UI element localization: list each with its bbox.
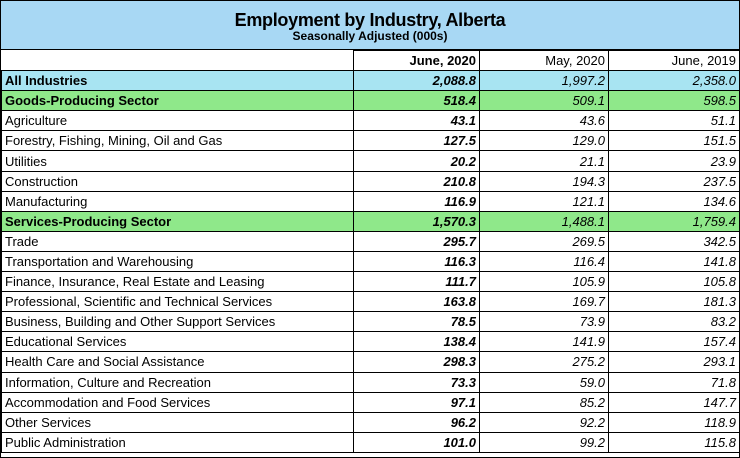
row-label: Trade: [2, 231, 354, 251]
table-row: [2, 91, 740, 111]
cell-june-2019: 147.7: [609, 392, 740, 412]
cell-june-2019: 105.8: [609, 272, 740, 292]
cell-may-2020: 99.2: [480, 432, 609, 452]
table-row: [2, 332, 740, 352]
column-header-may-2020: May, 2020: [480, 51, 609, 71]
cell-june-2020: 138.4: [354, 332, 480, 352]
row-label: Construction: [2, 171, 354, 191]
table-row: [2, 211, 740, 231]
cell-june-2020: 73.3: [354, 372, 480, 392]
page-subtitle: Seasonally Adjusted (000s): [292, 29, 448, 43]
cell-may-2020: 1,488.1: [480, 211, 609, 231]
table-row: [2, 392, 740, 412]
table-row: [2, 71, 740, 91]
row-label: All Industries: [2, 71, 354, 91]
cell-june-2019: 23.9: [609, 151, 740, 171]
cell-june-2020: 116.3: [354, 251, 480, 271]
row-label: Utilities: [2, 151, 354, 171]
cell-june-2019: 118.9: [609, 412, 740, 432]
cell-may-2020: 116.4: [480, 251, 609, 271]
table-header: [1, 1, 739, 50]
cell-june-2020: 97.1: [354, 392, 480, 412]
row-label: Health Care and Social Assistance: [2, 352, 354, 372]
table-row: [2, 372, 740, 392]
row-label: Information, Culture and Recreation: [2, 372, 354, 392]
employment-table: [1, 50, 740, 453]
cell-may-2020: 269.5: [480, 231, 609, 251]
table-row: [2, 352, 740, 372]
table-row: [2, 272, 740, 292]
cell-june-2019: 51.1: [609, 111, 740, 131]
page-title: Employment by Industry, Alberta: [234, 10, 506, 30]
cell-june-2019: 2,358.0: [609, 71, 740, 91]
row-label: Professional, Scientific and Technical Services: [2, 292, 354, 312]
table-row: [2, 111, 740, 131]
cell-june-2019: 83.2: [609, 312, 740, 332]
cell-june-2020: 116.9: [354, 191, 480, 211]
cell-may-2020: 509.1: [480, 91, 609, 111]
cell-june-2019: 1,759.4: [609, 211, 740, 231]
row-label: Business, Building and Other Support Services: [2, 312, 354, 332]
row-label: Educational Services: [2, 332, 354, 352]
cell-june-2020: 101.0: [354, 432, 480, 452]
cell-june-2020: 2,088.8: [354, 71, 480, 91]
cell-may-2020: 92.2: [480, 412, 609, 432]
cell-may-2020: 129.0: [480, 131, 609, 151]
table-row: [2, 191, 740, 211]
row-label: Goods-Producing Sector: [2, 91, 354, 111]
table-row: [2, 231, 740, 251]
cell-june-2019: 71.8: [609, 372, 740, 392]
cell-june-2020: 518.4: [354, 91, 480, 111]
cell-may-2020: 59.0: [480, 372, 609, 392]
cell-june-2020: 210.8: [354, 171, 480, 191]
column-header-row: [2, 51, 740, 71]
table-row: [2, 312, 740, 332]
cell-june-2020: 78.5: [354, 312, 480, 332]
table-row: [2, 432, 740, 452]
cell-may-2020: 275.2: [480, 352, 609, 372]
cell-june-2019: 342.5: [609, 231, 740, 251]
row-label: Finance, Insurance, Real Estate and Leasing: [2, 272, 354, 292]
cell-june-2020: 20.2: [354, 151, 480, 171]
cell-june-2019: 181.3: [609, 292, 740, 312]
cell-may-2020: 85.2: [480, 392, 609, 412]
cell-june-2020: 163.8: [354, 292, 480, 312]
row-label: Forestry, Fishing, Mining, Oil and Gas: [2, 131, 354, 151]
table-row: [2, 251, 740, 271]
cell-may-2020: 141.9: [480, 332, 609, 352]
cell-june-2020: 298.3: [354, 352, 480, 372]
row-label: Other Services: [2, 412, 354, 432]
row-label: Transportation and Warehousing: [2, 251, 354, 271]
cell-june-2020: 1,570.3: [354, 211, 480, 231]
cell-may-2020: 21.1: [480, 151, 609, 171]
cell-june-2020: 96.2: [354, 412, 480, 432]
row-label: Manufacturing: [2, 191, 354, 211]
cell-june-2019: 141.8: [609, 251, 740, 271]
table-row: [2, 292, 740, 312]
cell-june-2019: 115.8: [609, 432, 740, 452]
cell-may-2020: 121.1: [480, 191, 609, 211]
cell-may-2020: 1,997.2: [480, 71, 609, 91]
column-header-june-2020: June, 2020: [354, 51, 480, 71]
row-label: Accommodation and Food Services: [2, 392, 354, 412]
cell-june-2019: 237.5: [609, 171, 740, 191]
cell-june-2019: 598.5: [609, 91, 740, 111]
table-row: [2, 151, 740, 171]
cell-may-2020: 194.3: [480, 171, 609, 191]
cell-may-2020: 73.9: [480, 312, 609, 332]
cell-june-2019: 134.6: [609, 191, 740, 211]
cell-june-2020: 43.1: [354, 111, 480, 131]
cell-june-2020: 127.5: [354, 131, 480, 151]
column-header-june-2019: June, 2019: [609, 51, 740, 71]
cell-may-2020: 105.9: [480, 272, 609, 292]
row-label: Agriculture: [2, 111, 354, 131]
cell-june-2019: 157.4: [609, 332, 740, 352]
cell-june-2019: 293.1: [609, 352, 740, 372]
cell-may-2020: 169.7: [480, 292, 609, 312]
cell-may-2020: 43.6: [480, 111, 609, 131]
row-label: Public Administration: [2, 432, 354, 452]
cell-june-2019: 151.5: [609, 131, 740, 151]
table-row: [2, 171, 740, 191]
cell-june-2020: 111.7: [354, 272, 480, 292]
row-label: Services-Producing Sector: [2, 211, 354, 231]
header-blank-cell: [2, 51, 354, 71]
cell-june-2020: 295.7: [354, 231, 480, 251]
table-row: [2, 131, 740, 151]
table-row: [2, 412, 740, 432]
